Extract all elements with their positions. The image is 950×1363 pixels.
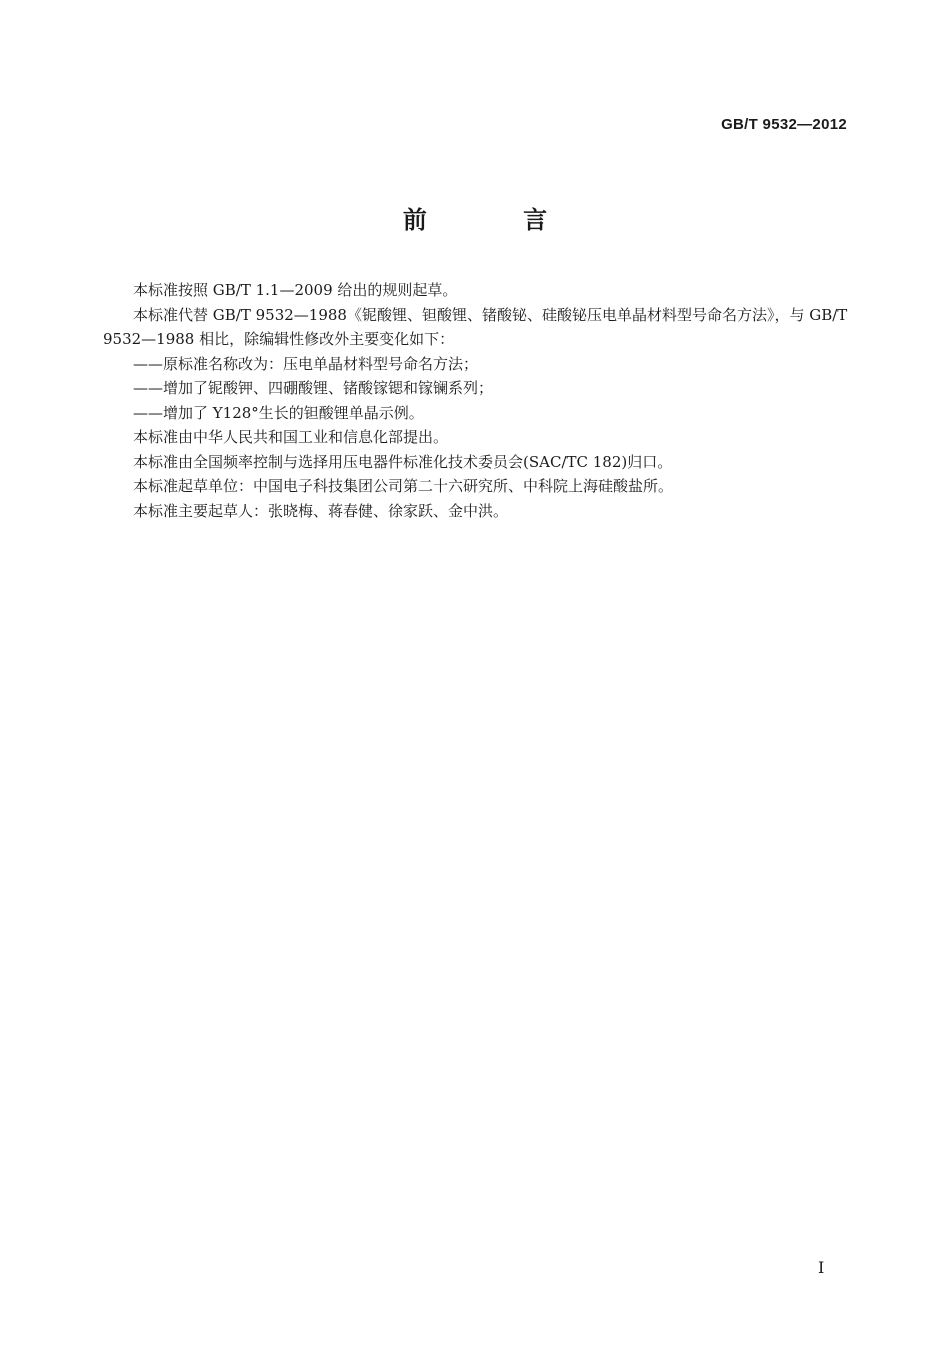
paragraph-drafting-units: 本标准起草单位：中国电子科技集团公司第二十六研究所、中科院上海硅酸盐所。 xyxy=(133,477,674,495)
paragraph-committee: 本标准由全国频率控制与选择用压电器件标准化技术委员会(SAC/TC 182)归口。 xyxy=(133,452,673,471)
paragraph-replacement: 本标准代替 GB/T 9532—1988《铌酸锂、钽酸锂、锗酸铋、硅酸铋压电单晶材料型号命名方法》，与 GB/T 9532—1988 相比，除编辑性修改外主要变化如下： xyxy=(103,305,848,348)
list-item-change-name: ——原标准名称改为：压电单晶材料型号命名方法； xyxy=(133,354,479,373)
page-title: 前 言 xyxy=(402,206,592,234)
paragraph-drafters: 本标准主要起草人：张晓梅、蒋春健、徐家跃、金中洪。 xyxy=(133,501,509,520)
list-item-change-series: ——增加了铌酸钾、四硼酸锂、锗酸镓锶和镓镧系列； xyxy=(133,379,494,397)
list-item-change-example: ——增加了 Y128°生长的钽酸锂单晶示例。 xyxy=(133,403,424,422)
paragraph-drafting-rules: 本标准按照 GB/T 1.1—2009 给出的规则起草。 xyxy=(133,281,458,299)
page-number: I xyxy=(818,1258,825,1277)
foreword-body xyxy=(103,278,848,523)
standard-code: GB/T 9532—2012 xyxy=(721,116,847,133)
paragraph-proposer: 本标准由中华人民共和国工业和信息化部提出。 xyxy=(133,428,449,446)
